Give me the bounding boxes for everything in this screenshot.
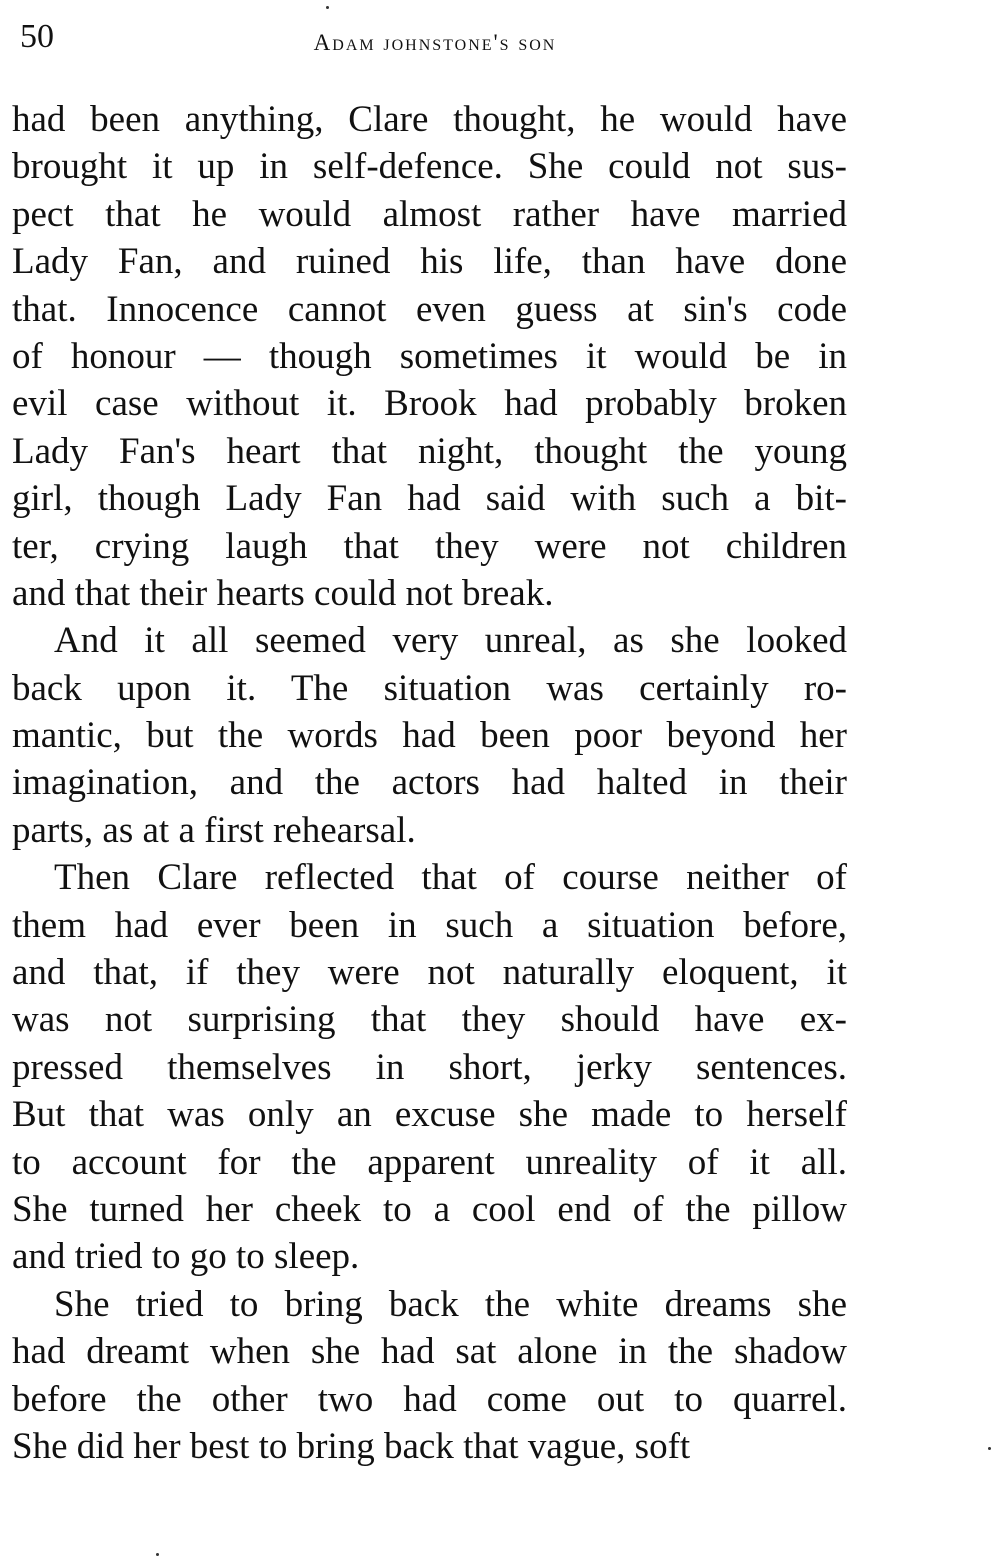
text-line: and that their hearts could not break. <box>12 572 554 614</box>
text-line: imagination, and the actors had halted in their <box>12 762 847 804</box>
text-line: But that was only an excuse she made to herself <box>12 1094 847 1136</box>
text-line: and that, if they were not naturally eloquent, it <box>12 952 847 994</box>
text-line: had dreamt when she had sat alone in the shadow <box>12 1331 847 1373</box>
text-line: that. Innocence cannot even guess at sin's code <box>12 288 847 330</box>
paragraph <box>12 96 847 617</box>
text-line: She tried to bring back the white dreams she <box>54 1283 847 1325</box>
page-header <box>20 16 850 66</box>
text-line: She did her best to bring back that vague, soft <box>12 1425 691 1467</box>
text-line: ter, crying laugh that they were not children <box>12 525 847 567</box>
text-line: mantic, but the words had been poor beyond her <box>12 715 847 757</box>
running-head: adam johnstone's son <box>313 30 557 55</box>
text-line: back upon it. The situation was certainly ro- <box>12 667 847 709</box>
print-speck <box>156 1553 159 1556</box>
text-line: pressed themselves in short, jerky sentences. <box>12 1046 847 1088</box>
text-line: evil case without it. Brook had probably broken <box>12 383 847 425</box>
text-line: of honour — though sometimes it would be in <box>12 335 847 377</box>
print-speck <box>326 6 329 9</box>
paragraph <box>12 1281 847 1471</box>
text-line: Then Clare reflected that of course neither of <box>54 857 847 899</box>
text-line: before the other two had come out to quarrel. <box>12 1378 847 1420</box>
page-number: 50 <box>20 18 54 55</box>
text-line: brought it up in self-defence. She could not sus- <box>12 146 847 188</box>
text-line: to account for the apparent unreality of it all. <box>12 1141 847 1183</box>
text-line: And it all seemed very unreal, as she looked <box>54 620 847 662</box>
text-line: had been anything, Clare thought, he would have <box>12 99 847 140</box>
text-line: them had ever been in such a situation before, <box>12 904 847 946</box>
text-line: She turned her cheek to a cool end of the pillow <box>12 1188 847 1230</box>
print-speck <box>988 1447 991 1450</box>
text-line: Lady Fan, and ruined his life, than have done <box>12 241 847 283</box>
text-line: pect that he would almost rather have married <box>12 193 847 235</box>
body-text <box>12 96 847 1470</box>
text-line: Lady Fan's heart that night, thought the young <box>12 430 847 472</box>
text-line: girl, though Lady Fan had said with such a bit- <box>12 478 847 520</box>
text-line: and tried to go to sleep. <box>12 1236 360 1278</box>
paragraph <box>12 617 847 854</box>
text-line: was not surprising that they should have ex- <box>12 999 847 1041</box>
text-line: parts, as at a first rehearsal. <box>12 809 416 851</box>
paragraph <box>12 854 847 1281</box>
